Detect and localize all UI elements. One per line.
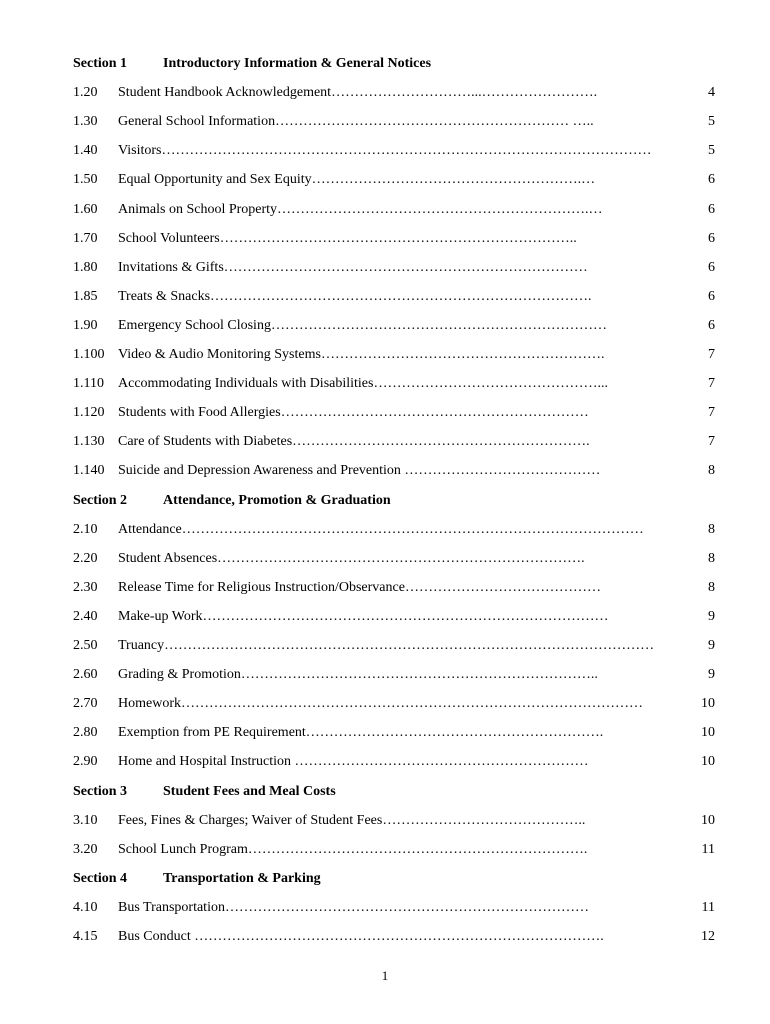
entry-page-number: 6: [708, 317, 715, 333]
toc-entry: [0, 811, 770, 831]
entry-page-number: 6: [708, 172, 715, 188]
entry-page-number: 8: [708, 521, 715, 537]
entry-title: Equal Opportunity and Sex Equity………………………………………………….…: [118, 172, 596, 188]
entry-title: Emergency School Closing………………………………………………………………: [118, 317, 607, 333]
entry-page-number: 6: [708, 201, 715, 217]
toc-entry: [0, 200, 770, 220]
entry-page-number: 12: [701, 929, 715, 944]
entry-title: Students with Food Allergies…………………………………………………………: [118, 405, 589, 421]
entry-page-number: 8: [708, 463, 715, 479]
toc-section-heading: [0, 869, 770, 889]
entry-title: School Lunch Program……………………………………………………………….: [118, 841, 588, 857]
toc-section-heading: [0, 491, 770, 511]
entry-number: 1.90: [73, 317, 98, 333]
entry-page-number: 9: [708, 608, 715, 624]
toc-entry: [0, 432, 770, 452]
toc-entry: [0, 461, 770, 481]
toc-entry: [0, 345, 770, 365]
entry-page-number: 8: [708, 550, 715, 566]
entry-number: 1.40: [73, 143, 98, 159]
toc-section-heading: [0, 54, 770, 74]
toc-entry: [0, 636, 770, 656]
entry-page-number: 5: [708, 143, 715, 159]
entry-number: 1.85: [73, 288, 98, 304]
toc-entry: [0, 520, 770, 540]
toc-entry: [0, 170, 770, 190]
toc-entry: [0, 287, 770, 307]
entry-page-number: 10: [701, 696, 715, 712]
entry-title: Treats & Snacks……………………………………………………………………….: [118, 288, 592, 304]
entry-number: 1.30: [73, 114, 98, 130]
section-title: Student Fees and Meal Costs: [163, 783, 336, 799]
toc-entry: [0, 927, 770, 947]
toc-entry: [0, 229, 770, 249]
entry-title: Exemption from PE Requirement……………………………………………………….: [118, 725, 604, 741]
entry-number: 1.50: [73, 172, 98, 188]
toc-entry: [0, 549, 770, 569]
entry-title: Student Absences…………………………………………………………………….: [118, 550, 585, 566]
entry-number: 2.50: [73, 638, 98, 653]
toc-entry: [0, 723, 770, 743]
entry-number: 2.90: [73, 754, 98, 770]
section-title: Introductory Information & General Notices: [163, 56, 432, 71]
section-title: Transportation & Parking: [163, 870, 321, 886]
entry-number: 2.40: [73, 608, 98, 624]
section-label: Section 1: [73, 56, 128, 71]
toc-entry: [0, 694, 770, 714]
toc-entry: [0, 607, 770, 627]
entry-number: 3.10: [73, 812, 98, 828]
toc-entry: [0, 403, 770, 423]
entry-title: Invitations & Gifts……………………………………………………………………: [118, 259, 588, 275]
entry-number: 1.60: [73, 201, 98, 217]
entry-page-number: 7: [708, 376, 715, 392]
entry-number: 1.120: [73, 405, 105, 421]
toc-entry: [0, 141, 770, 161]
entry-page-number: 4: [708, 85, 715, 101]
entry-page-number: 6: [708, 230, 715, 246]
toc-entry: [0, 898, 770, 918]
toc-entry: [0, 374, 770, 394]
entry-number: 2.80: [73, 725, 98, 741]
entry-page-number: 11: [701, 841, 715, 857]
entry-page-number: 8: [708, 579, 715, 595]
entry-page-number: 6: [708, 288, 715, 304]
entry-page-number: 9: [708, 667, 715, 683]
entry-page-number: 7: [708, 347, 715, 362]
entry-title: Truancy……………………………………………………………………………………………: [118, 638, 655, 653]
entry-number: 2.10: [73, 521, 98, 537]
entry-title: Accommodating Individuals with Disabilities…………………………………………...: [118, 376, 608, 392]
section-label: Section 4: [73, 870, 128, 886]
entry-number: 2.30: [73, 579, 98, 595]
section-label: Section 2: [73, 492, 128, 508]
entry-number: 2.20: [73, 550, 98, 566]
entry-page-number: 7: [708, 405, 715, 421]
entry-number: 4.15: [73, 929, 98, 944]
entry-title: Fees, Fines & Charges; Waiver of Student Fees……………………………………..: [118, 812, 586, 828]
entry-title: Care of Students with Diabetes……………………………………………………….: [118, 434, 590, 450]
entry-number: 1.80: [73, 259, 98, 275]
entry-number: 3.20: [73, 841, 98, 857]
entry-page-number: 7: [708, 434, 715, 450]
entry-title: School Volunteers…………………………………………………………………..: [118, 230, 577, 246]
toc-entry: [0, 83, 770, 103]
entry-title: Bus Transportation……………………………………………………………………: [118, 899, 589, 915]
entry-title: Suicide and Depression Awareness and Prevention ……………………………………: [118, 463, 601, 479]
entry-page-number: 6: [708, 259, 715, 275]
entry-title: Video & Audio Monitoring Systems…………………………………………………….: [118, 347, 605, 362]
entry-number: 1.70: [73, 230, 98, 246]
entry-page-number: 10: [701, 725, 715, 741]
page-number-footer: 1: [381, 968, 389, 983]
entry-page-number: 10: [701, 812, 715, 828]
toc-entry: [0, 258, 770, 278]
entry-page-number: 11: [701, 899, 715, 915]
entry-title: Homework………………………………………………………………………………………: [118, 696, 643, 712]
toc-entry: [0, 112, 770, 132]
entry-title: Home and Hospital Instruction ………………………………………………………: [118, 754, 589, 770]
entry-title: Make-up Work……………………………………………………………………………: [118, 608, 609, 624]
entry-number: 1.140: [73, 463, 105, 479]
entry-title: General School Information……………………………………………………… …..: [118, 114, 594, 130]
toc-entry: [0, 840, 770, 860]
toc-entry: [0, 752, 770, 772]
section-label: Section 3: [73, 783, 128, 799]
entry-number: 1.130: [73, 434, 105, 450]
toc-entry: [0, 578, 770, 598]
entry-title: Student Handbook Acknowledgement…………………………...…………………….: [118, 85, 598, 101]
toc-section-heading: [0, 782, 770, 802]
section-title: Attendance, Promotion & Graduation: [163, 492, 391, 508]
entry-number: 1.110: [73, 376, 104, 392]
toc-entry: [0, 316, 770, 336]
entry-number: 2.70: [73, 696, 98, 712]
entry-page-number: 10: [701, 754, 715, 770]
entry-page-number: 9: [708, 638, 715, 653]
entry-title: Grading & Promotion…………………………………………………………………..: [118, 667, 598, 683]
toc-entry: [0, 665, 770, 685]
entry-page-number: 5: [708, 114, 715, 130]
entry-title: Animals on School Property………………………………………………………….…: [118, 201, 603, 217]
entry-number: 1.20: [73, 85, 98, 101]
entry-number: 4.10: [73, 899, 98, 915]
entry-title: Attendance………………………………………………………………………………………: [118, 521, 644, 537]
entry-number: 2.60: [73, 667, 98, 683]
entry-title: Visitors……………………………………………………………………………………………: [118, 143, 652, 159]
entry-number: 1.100: [73, 347, 105, 362]
entry-title: Release Time for Religious Instruction/Observance……………………………………: [118, 579, 601, 595]
entry-title: Bus Conduct …………………………………………………………………………….: [118, 929, 604, 944]
